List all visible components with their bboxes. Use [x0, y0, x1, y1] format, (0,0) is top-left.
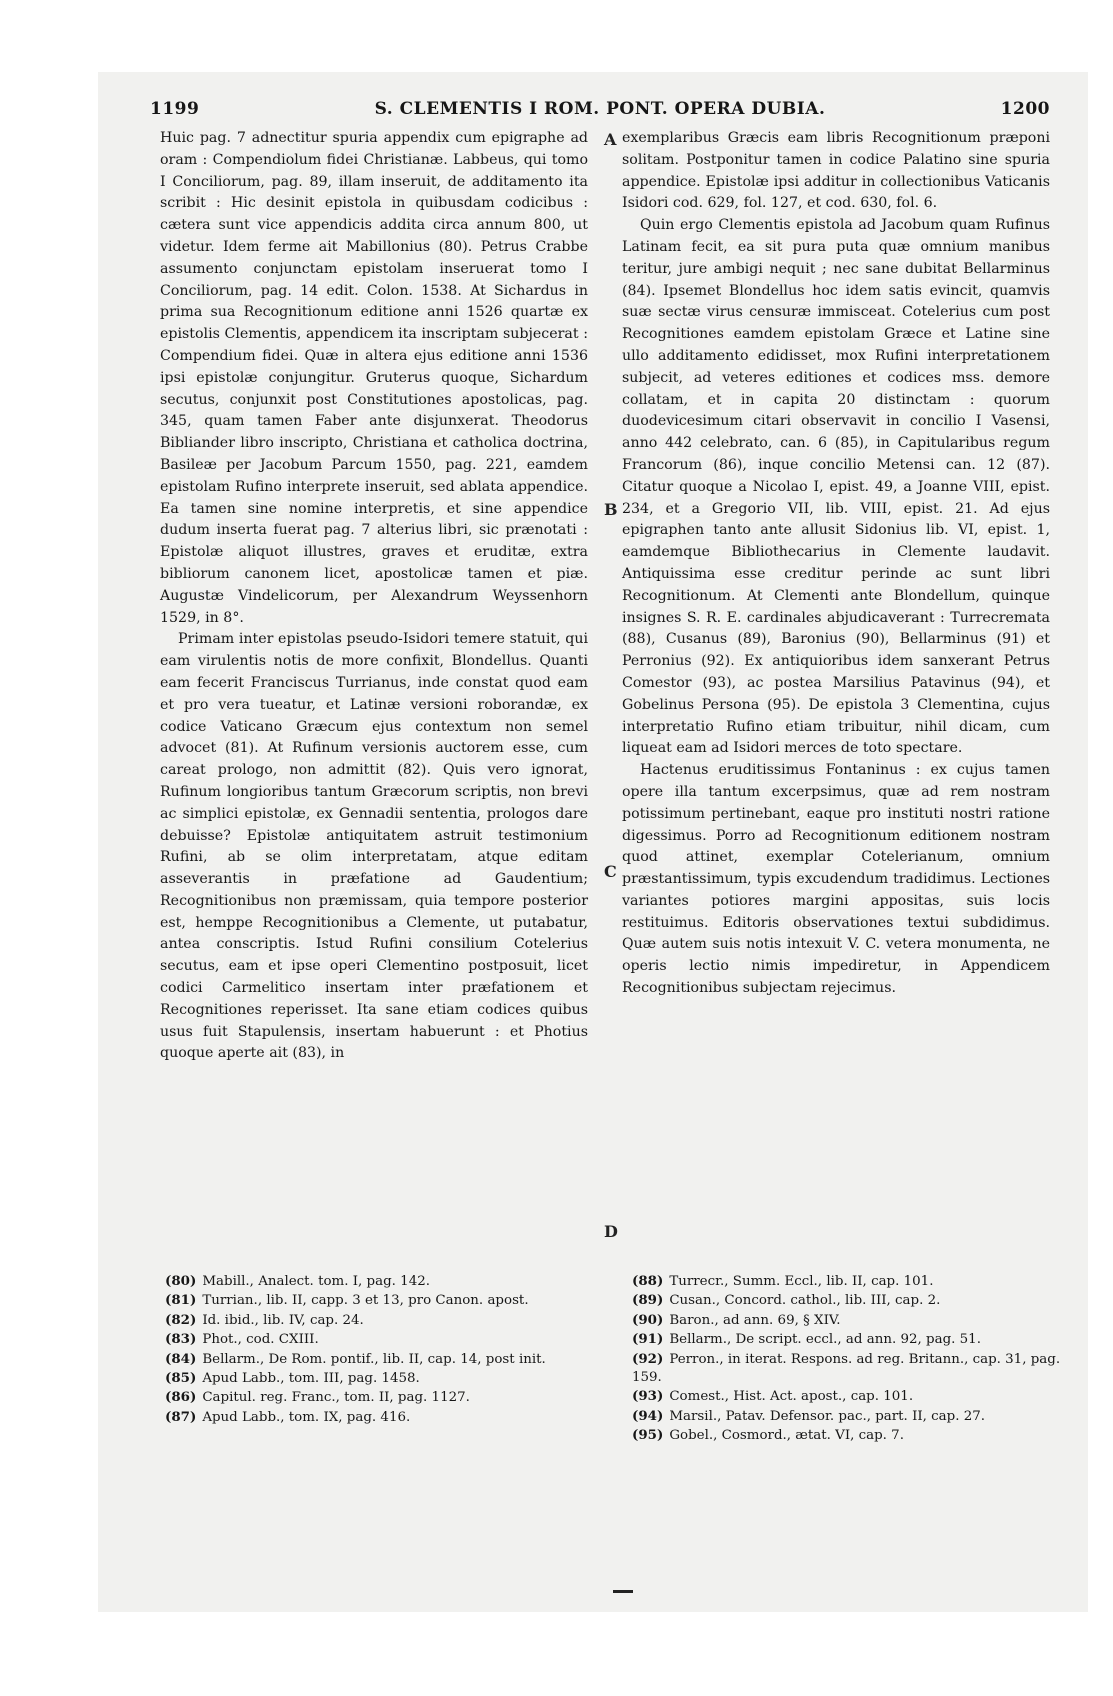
footnote-text: Turrian., lib. II, capp. 3 et 13, pro Canon. apost.: [202, 1293, 529, 1309]
right-paragraph-1: exemplaribus Græcis eam libris Recognitionum præponi solitam. Postponitur tamen in codice Palatino sine spuria appendice. Epistolæ ipsi additur in collectionibus Vaticanis Isidori cod. 629, fol. 127, et cod. 630, fol. 6.: [622, 130, 1050, 212]
footnote: [165, 1311, 595, 1330]
footnote: [165, 1369, 595, 1388]
running-title: S. CLEMENTIS I ROM. PONT. OPERA DUBIA.: [374, 99, 826, 119]
footnote: [165, 1408, 595, 1427]
footnote: [632, 1330, 1062, 1349]
footnote: [632, 1350, 1062, 1388]
footnote-number: (94): [632, 1407, 664, 1424]
footnote: [632, 1291, 1062, 1310]
footnote-text: Capitul. reg. Franc., tom. II, pag. 1127.: [202, 1390, 470, 1406]
footnote-text: Mabill., Analect. tom. I, pag. 142.: [202, 1274, 430, 1289]
footnote-text: Phot., cod. CXIII.: [202, 1332, 319, 1348]
left-column: [160, 128, 588, 1065]
footnote: [165, 1350, 595, 1369]
footnote-text: Apud Labb., tom. III, pag. 1458.: [202, 1371, 420, 1387]
footnote-number: (93): [632, 1388, 664, 1405]
footnote-number: (88): [632, 1273, 664, 1289]
footnote: [632, 1426, 1062, 1445]
footnote-text: Bellarm., De Rom. pontif., lib. II, cap. 14, post init.: [202, 1351, 546, 1367]
footnote: [165, 1330, 595, 1349]
footnote-text: Baron., ad ann. 69, § XIV.: [669, 1312, 841, 1328]
page-number-right: 1200: [1000, 99, 1050, 119]
footnote-text: Apud Labb., tom. IX, pag. 416.: [202, 1409, 411, 1425]
footnote-number: (92): [632, 1350, 664, 1367]
footnote-number: (82): [165, 1311, 197, 1328]
footnote: [632, 1311, 1062, 1330]
footnote-number: (87): [165, 1408, 197, 1425]
footnote: [165, 1272, 595, 1291]
footnote-number: (81): [165, 1292, 197, 1309]
footnote: [165, 1291, 595, 1310]
end-rule: [613, 1590, 633, 1593]
footnote: [165, 1388, 595, 1407]
footnote-text: Cusan., Concord. cathol., lib. III, cap. 2.: [669, 1293, 941, 1309]
right-column: [622, 128, 1050, 1000]
margin-marker-a: A: [604, 130, 617, 149]
footnote-number: (90): [632, 1311, 664, 1328]
footnote-text: Bellarm., De script. eccl., ad ann. 92, pag. 51.: [669, 1332, 981, 1348]
left-paragraph-2: Primam inter epistolas pseudo-Isidori temere statuit, qui eam virulentis notis de more confixit, Blondellus. Quanti eam fecerit Franciscus Turrianus, inde constat quod eam et pro vera tueatur, et Latinæ versioni roborandæ, ex codice Vaticano Græcum ejus contextum non semel advocet (81). At Rufinum versionis auctorem esse, cum careat prologo, non admittit (82). Quis vero ignorat, Rufinum longioribus tantum Græcorum scriptis, non brevi ac simplici epistolæ, ex Gennadii sententia, prologos dare debuisse? Epistolæ antiquitatem astruit testimonium Rufini, ab se olim interpretatam, atque editam asseverantis in præfatione ad Gaudentium; Recognitionibus non præmissam, quia tempore posterior est, hemppe Recognitionibus a Clemente, ut putabatur, antea conscriptis. Istud Rufini consilium Cotelerius secutus, eam et ipse operi Clementino postposuit, licet codici Carmelitico insertam inter præfationem et Recognitiones reperisset. Ita sane etiam codices quibus usus fuit Stapulensis, insertam habuerunt : et Photius quoque aperte ait (83), in: [160, 631, 588, 1062]
footnote-number: (80): [165, 1273, 197, 1289]
left-paragraph-1: Huic pag. 7 adnectitur spuria appendix cum epigraphe ad oram : Compendiolum fidei Christianæ. Labbeus, qui tomo I Conciliorum, pag. 89, illam inseruit, de additamento ita scribit : Hic desinit epistola in quibusdam codicibus : cætera sunt vice appendicis addita circa annum 800, ut videtur. Idem ferme ait Mabillonius (80). Petrus Crabbe assumento conjunctam epistolam inseruerat tomo I Conciliorum, pag. 14 edit. Colon. 1538. At Sichardus in prima sua Recognitionum editione anni 1526 quartæ ex epistolis Clementis, appendicem ita inscriptam subjecerat : Compendium fidei. Quæ in altera ejus editione anni 1536 ipsi epistolæ conjungitur. Gruterus quoque, Sichardum secutus, conjunxit post Constitutiones apostolicas, pag. 345, quam tamen Faber ante disjunxerat. Theodorus Bibliander libro inscripto, Christiana et catholica doctrina, Basileæ per Jacobum Parcum 1550, pag. 221, eamdem epistolam Rufino interprete inseruit, sed ablata appendice. Ea tamen sine nomine interpretis, et sine appendice dudum inserta fuerat pag. 7 alterius libri, sic prænotati : Epistolæ aliquot illustres, graves et eruditæ, extra bibliorum canonem licet, apostolicæ tamen et piæ. Augustæ Vindelicorum, per Alexandrum Weyssenhorn 1529, in 8°.: [160, 130, 588, 626]
footnote: [632, 1407, 1062, 1426]
running-header: [150, 95, 1050, 123]
page-number-left: 1199: [150, 99, 200, 119]
margin-marker-c: C: [604, 862, 617, 881]
footnote-text: Perron., in iterat. Respons. ad reg. Britann., cap. 31, pag. 159.: [632, 1351, 1061, 1386]
footnote-number: (89): [632, 1292, 664, 1309]
margin-marker-b: B: [604, 500, 618, 519]
footnote-text: Comest., Hist. Act. apost., cap. 101.: [669, 1389, 914, 1405]
footnote-number: (86): [165, 1389, 197, 1406]
margin-marker-d: D: [604, 1222, 618, 1241]
footnotes-right: [632, 1272, 1062, 1446]
footnote-number: (85): [165, 1370, 197, 1387]
footnote-number: (91): [632, 1331, 664, 1348]
footnote-number: (95): [632, 1427, 664, 1444]
right-paragraph-3: Hactenus eruditissimus Fontaninus : ex cujus tamen opere illa tantum excerpsimus, quæ ad rem nostram potissimum pertinebant, eaque pro instituti nostri ratione digessimus. Porro ad Recognitionum editionem nostram quod attinet, exemplar Cotelerianum, omnium præstantissimum, typis excudendum tradidimus. Lectiones variantes potiores margini appositas, suis locis restituimus. Editoris observationes textui subdidimus. Quæ autem suis notis intexuit V. C. vetera monumenta, ne operis lectio nimis impediretur, in Appendicem Recognitionibus subjectam rejecimus.: [622, 762, 1050, 997]
footnote-number: (84): [165, 1350, 197, 1367]
right-paragraph-2: Quin ergo Clementis epistola ad Jacobum quam Rufinus Latinam fecit, ea sit pura puta quæ omnium manibus teritur, jure ambigi nequit ; nec sane dubitat Bellarminus (84). Ipsemet Blondellus hoc idem satis evincit, quamvis suæ sectæ virus censuræ immisceat. Cotelerius cum post Recognitiones eamdem epistolam Græce et Latine sine ullo additamento edidisset, mox Rufini interpretationem subjecit, ad veteres editiones et codices mss. demore collatam, et in capita 20 distinctam : quorum duodevicesimum citari observavit in concilio I Vasensi, anno 442 celebrato, can. 6 (85), in Capitularibus regum Francorum (86), inque concilio Metensi can. 12 (87). Citatur quoque a Nicolao I, epist. 49, a Joanne VIII, epist. 234, et a Gregorio VII, lib. VIII, epist. 21. Ad ejus epigraphen tanto ante allusit Sidonius lib. VI, epist. 1, eamdemque Bibliothecarius in Clemente laudavit. Antiquissima esse creditur perinde ac sunt libri Recognitionum. At Clementi ante Blondellum, quinque insignes S. R. E. cardinales abjudicaverant : Turrecremata (88), Cusanus (89), Baronius (90), Bellarminus (91) et Perronius (92). Ex antiquioribus idem sanxerant Petrus Comestor (93), ac postea Marsilius Patavinus (94), et Gobelinus Persona (95). De epistola 3 Clementina, cujus interpretatio Rufino etiam tribuitur, nihil dicam, cum liqueat eam ad Isidori merces de toto spectare.: [622, 217, 1050, 757]
footnote-text: Marsil., Patav. Defensor. pac., part. II, cap. 27.: [669, 1408, 986, 1424]
footnote: [632, 1272, 1062, 1291]
footnote-text: Turrecr., Summ. Eccl., lib. II, cap. 101.: [669, 1274, 934, 1289]
footnote-number: (83): [165, 1331, 197, 1348]
footnote-text: Id. ibid., lib. IV, cap. 24.: [202, 1312, 364, 1328]
footnote-text: Gobel., Cosmord., ætat. VI, cap. 7.: [669, 1428, 904, 1444]
footnotes-left: [165, 1272, 595, 1427]
footnote: [632, 1387, 1062, 1406]
